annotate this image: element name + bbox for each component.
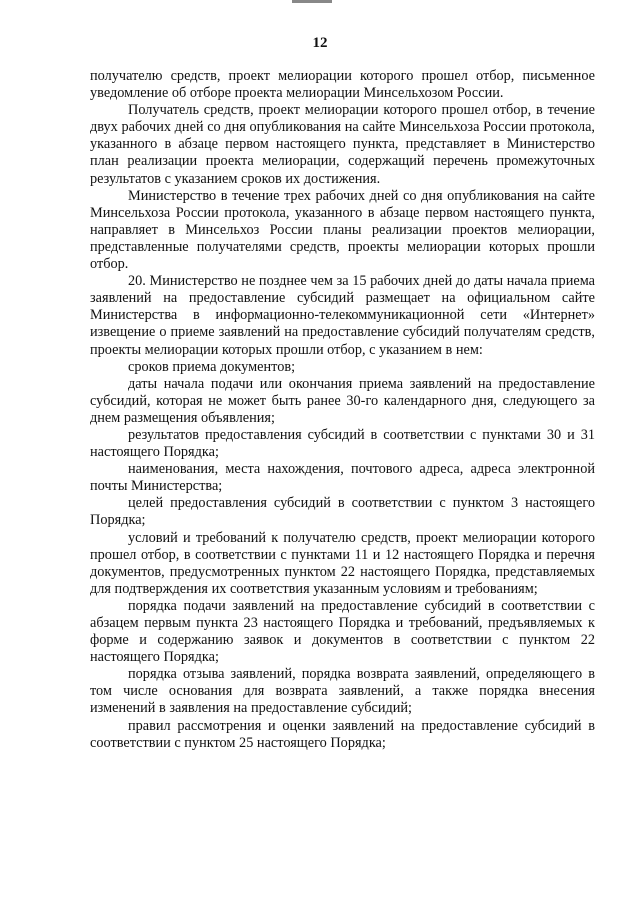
paragraph: Министерство в течение трех рабочих дней со дня опубликования на сайте Минсельхоза России протокола, указанного в абзаце первом настоящего пункта, направляет в Минсельхоз России планы реализации проектов мелиорации, представленные получателями средств, проекты мелиорации которых прошли отбор. (90, 187, 595, 273)
list-item: сроков приема документов; (128, 358, 296, 375)
scan-artifact (292, 0, 332, 3)
paragraph: получателю средств, проект мелиорации которого прошел отбор, письменное уведомление об отборе проекта мелиорации Минсельхозом России. (90, 68, 595, 102)
list-item: правил рассмотрения и оценки заявлений на предоставление субсидий в соответствии с пунктом 25 настоящего Порядка; (90, 717, 595, 751)
list-item: наименования, места нахождения, почтового адреса, адреса электронной почты Министерства; (90, 461, 595, 495)
document-body (90, 68, 595, 752)
list-item: даты начала подачи или окончания приема заявлений на предоставление субсидий, которая не может быть ранее 30-го календарного дня, следующего за днем размещения объявления; (90, 375, 595, 426)
list-item: условий и требований к получателю средств, проект мелиорации которого прошел отбор, в соответствии с пунктами 11 и 12 настоящего Порядка и перечня документов, предусмотренных пунктом 22 настоящего Порядка, представляемых для подтверждения их соответствия указанным условиям и требованиям; (90, 529, 595, 597)
list-item: целей предоставления субсидий в соответствии с пунктом 3 настоящего Порядка; (90, 495, 595, 529)
list-item: порядка подачи заявлений на предоставление субсидий в соответствии с абзацем первым пункта 23 настоящего Порядка и требований, предъявляемых к форме и содержанию заявок и документов в соответствии с пунктом 22 настоящего Порядка; (90, 597, 595, 666)
list-item: результатов предоставления субсидий в соответствии с пунктами 30 и 31 настоящего Порядка; (90, 426, 595, 461)
paragraph-item-20: 20. Министерство не позднее чем за 15 рабочих дней до даты начала приема заявлений на предоставление субсидий размещает на официальном сайте Министерства в информационно-телекоммуникационной сети «Интернет» извещение о приеме заявлений на предоставление субсидий получателям средств, проекты мелиорации которых прошли отбор, с указанием в нем: (90, 273, 595, 358)
page-number: 12 (312, 35, 328, 51)
paragraph: Получатель средств, проект мелиорации которого прошел отбор, в течение двух рабочих дней со дня опубликования на сайте Минсельхоза России протокола, указанного в абзаце первом настоящего пункта, представляет в Министерство план реализации проекта мелиорации, содержащий перечень промежуточных результатов с указанием сроков их достижения. (90, 102, 595, 187)
list-item: порядка отзыва заявлений, порядка возврата заявлений, определяющего в том числе основания для возврата заявлений, а также порядка внесения изменений в заявления на предоставление субсидий; (90, 666, 595, 717)
